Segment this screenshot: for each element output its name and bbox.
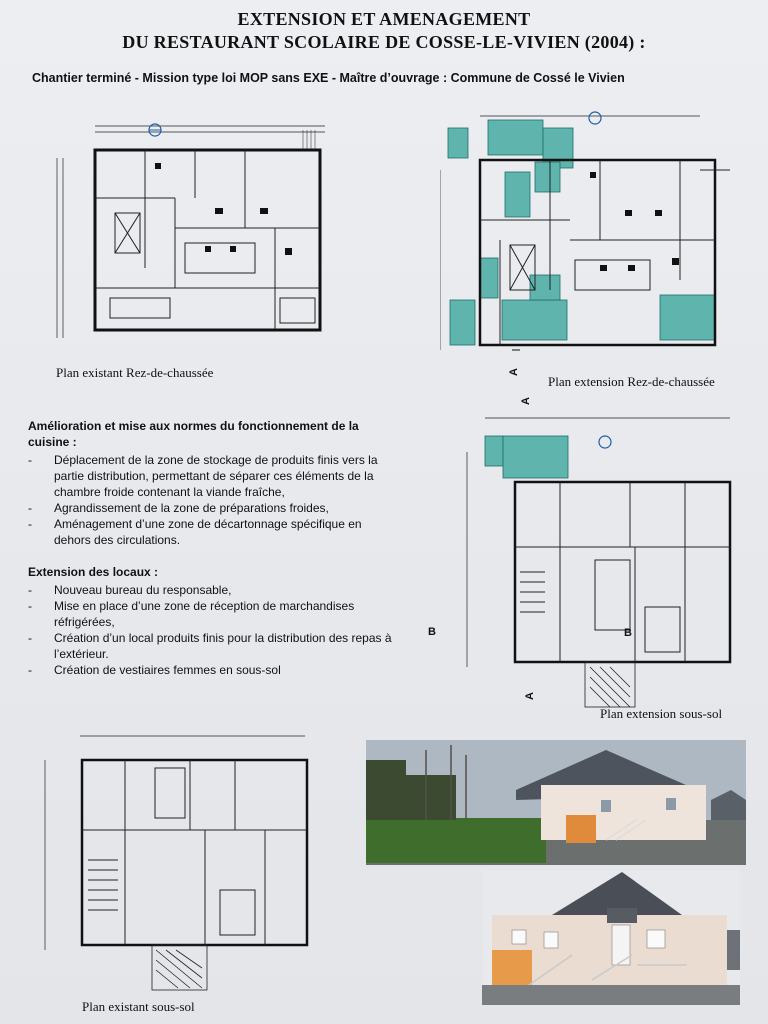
plan-extension-basement (465, 412, 740, 712)
building-photo-1 (366, 740, 746, 865)
document-title-line-1: EXTENSION ET AMENAGEMENT (237, 9, 531, 29)
caption-extension-ground-floor: Plan extension Rez-de-chaussée (548, 374, 715, 389)
plan-extension-ground-floor (440, 110, 740, 355)
list-item: - Aménagement d’une zone de décartonnage spécifique en dehors des circulations. (28, 516, 398, 548)
kitchen-list (28, 452, 398, 548)
extension-heading: Extension des locaux : (28, 565, 159, 579)
section-mark-b-right: B (624, 627, 632, 639)
caption-existing-ground-floor: Plan existant Rez-de-chaussée (56, 365, 214, 380)
document-title-line-2: DU RESTAURANT SCOLAIRE DE COSSE-LE-VIVIEN (2004) : (122, 32, 646, 52)
building-photo-2 (482, 870, 740, 1005)
section-mark-b-left: B (428, 626, 436, 638)
document-subtitle: Chantier terminé - Mission type loi MOP sans EXE - Maître d’ouvrage : Commune de Cossé le Vivien (32, 71, 625, 85)
list-item: - Création de vestiaires femmes en sous-sol (28, 662, 398, 678)
caption-existing-basement: Plan existant sous-sol (82, 999, 195, 1014)
plan-existing-ground-floor (55, 118, 335, 343)
list-item: - Mise en place d’une zone de réception de marchandises réfrigérées, (28, 598, 398, 630)
section-mark-a-basement: A (523, 692, 536, 700)
plan-existing-basement (40, 730, 315, 995)
list-item: - Agrandissement de la zone de préparations froides, (28, 500, 398, 516)
list-item: - Déplacement de la zone de stockage de produits finis vers la partie distribution, permettant de séparer ces éléments de la chambre froide contenant la viande fraîche, (28, 452, 398, 500)
list-item: - Création d’un local produits finis pour la distribution des repas à l’extérieur. (28, 630, 398, 662)
caption-extension-basement: Plan extension sous-sol (600, 706, 723, 721)
extension-list (28, 582, 398, 678)
list-item: - Nouveau bureau du responsable, (28, 582, 398, 598)
kitchen-improvements-block (28, 418, 398, 548)
section-mark-a-top: A (519, 397, 532, 405)
section-mark-a-bottom: A (507, 368, 520, 376)
extension-block (28, 564, 398, 678)
kitchen-heading: Amélioration et mise aux normes du fonctionnement de la cuisine : (28, 419, 359, 449)
